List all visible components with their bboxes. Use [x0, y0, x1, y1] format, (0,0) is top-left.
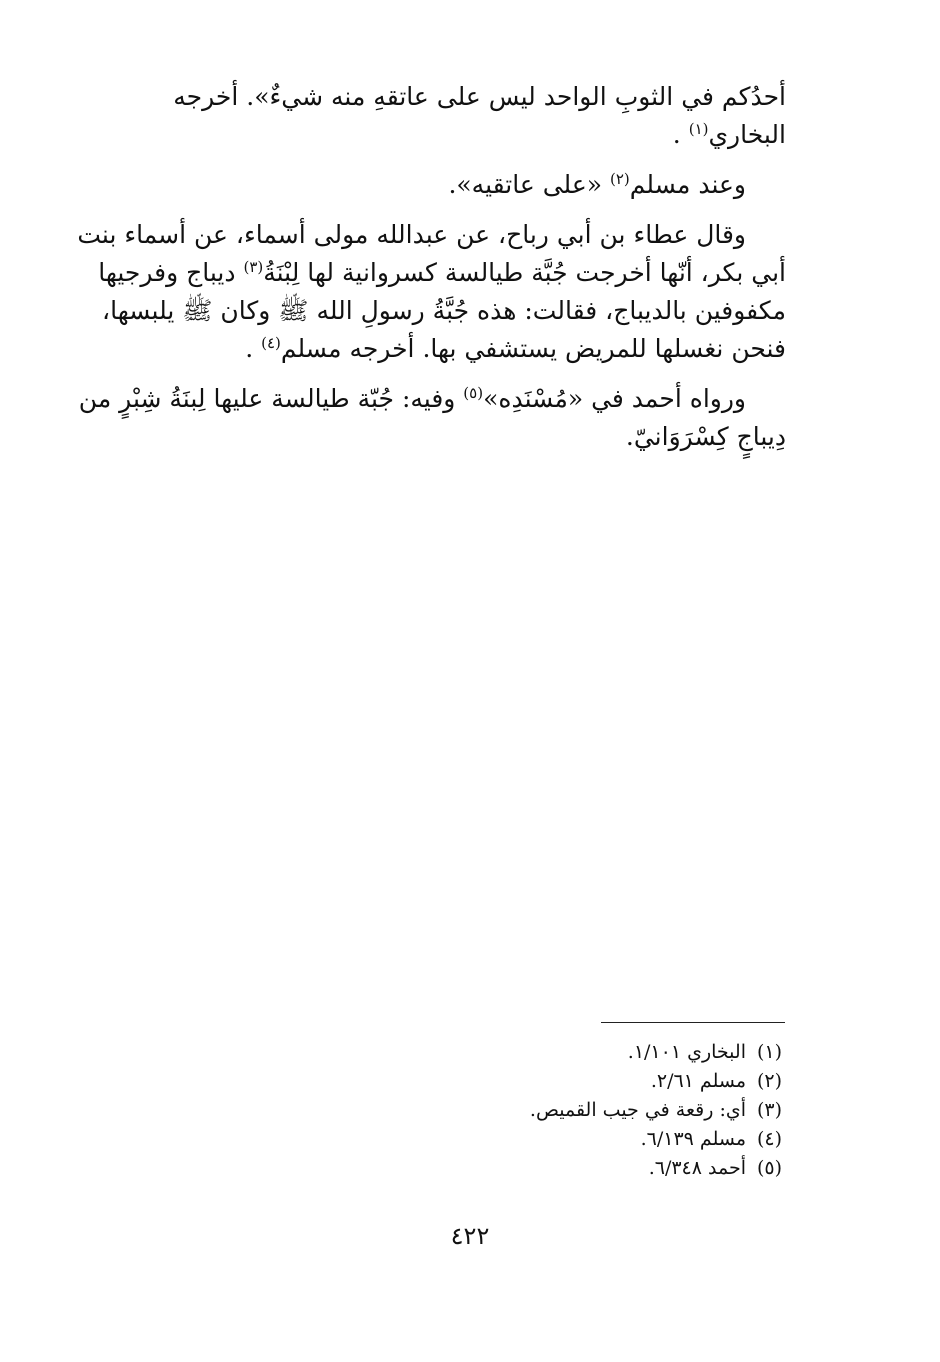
footnote-number: (٣) — [756, 1099, 782, 1121]
footnote-separator — [601, 1022, 785, 1023]
footnote-number: (٥) — [756, 1157, 782, 1179]
footnote-ref: (٤) — [261, 334, 281, 352]
text-span: «على عاتقيه». — [448, 170, 610, 199]
footnote-number: (٤) — [756, 1128, 782, 1150]
text-line — [136, 330, 786, 368]
text-span: ديباج وفرجيها — [98, 258, 244, 287]
text-line — [98, 254, 786, 292]
text-span: وعند مسلم — [629, 170, 746, 199]
text-line: وقال عطاء بن أبي رباح، عن عبدالله مولى أسماء، عن أسماء بنت — [77, 220, 746, 249]
footnote-text: مسلم ٦/١٣٩. — [640, 1128, 746, 1150]
footnote-item — [382, 1038, 782, 1067]
footnote-ref: (١) — [688, 120, 709, 138]
paragraph-1 — [136, 78, 786, 154]
text-span: . — [245, 334, 262, 363]
text-span: . — [672, 120, 689, 149]
footnote-item — [382, 1067, 782, 1096]
footnote-item — [382, 1125, 782, 1154]
text-span: وفيه: جُبّة طيالسة عليها لِبنَةُ شِبْرٍ من — [78, 384, 464, 413]
footnote-text: أي: رقعة في جيب القميص. — [529, 1099, 746, 1121]
footnote-ref: (٣) — [243, 258, 264, 276]
page-number: ٤٢٢ — [450, 1222, 490, 1250]
footnote-number: (٢) — [756, 1070, 782, 1092]
footnote-ref: (٢) — [610, 170, 630, 188]
footnote-number: (١) — [756, 1041, 782, 1063]
paragraph-3 — [77, 216, 786, 368]
footnote-item — [382, 1096, 782, 1125]
text-line: أحدُكم في الثوبِ الواحد ليس على عاتقهِ منه شيءٌ». أخرجه — [173, 82, 786, 111]
text-span: البخاري — [708, 120, 786, 149]
text-span: فنحن نغسلها للمريض يستشفي بها. أخرجه مسلم — [280, 334, 786, 363]
footnotes — [382, 1038, 782, 1183]
text-line: مكفوفين بالديباج، فقالت: هذه جُبَّةُ رسولِ الله ﷺ وكان ﷺ يلبسها، — [102, 296, 786, 325]
paragraph-2 — [136, 166, 786, 204]
footnote-text: أحمد ٦/٣٤٨. — [648, 1157, 746, 1179]
text-line — [78, 380, 786, 418]
paragraph-4 — [78, 380, 786, 456]
text-line — [136, 166, 786, 204]
text-span: أبي بكر، أنّها أخرجت جُبَّة طيالسة كسروانية لها لِبْنَةُ — [263, 258, 786, 287]
footnote-text: البخاري ١/١٠١. — [627, 1041, 746, 1063]
footnote-item — [382, 1154, 782, 1183]
text-line — [136, 116, 786, 154]
text-line: دِيباجٍ كِسْرَوَانيّ. — [625, 422, 786, 451]
main-text — [77, 78, 786, 468]
text-span: ورواه أحمد في «مُسْنَدِه» — [483, 384, 746, 413]
footnote-ref: (٥) — [463, 384, 484, 402]
footnote-text: مسلم ٢/٦١. — [650, 1070, 746, 1092]
